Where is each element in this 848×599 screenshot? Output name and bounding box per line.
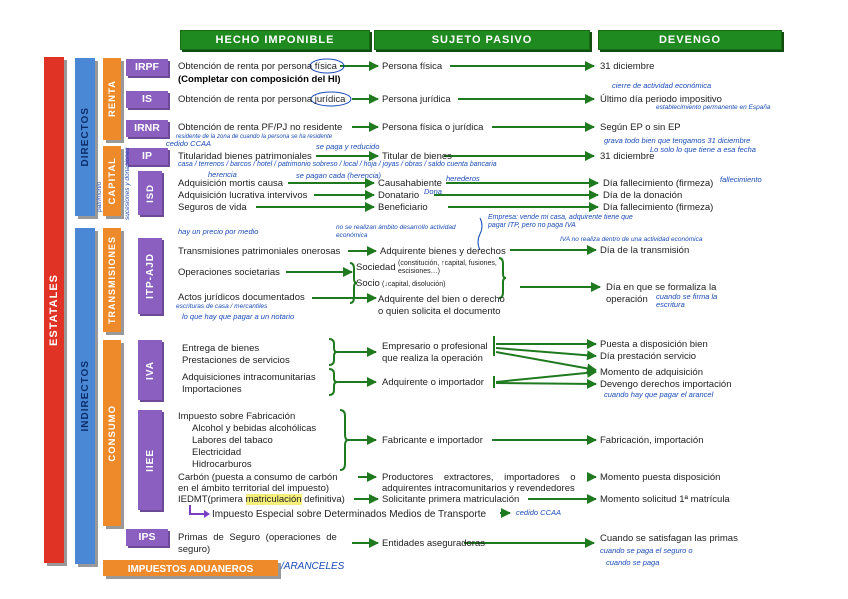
irpf-hecho: Obtención de renta por persona física [178, 61, 337, 72]
iva-devengo-note: cuando hay que pagar el arancel [604, 390, 714, 399]
iva-devengo-4: Devengo derechos importación [600, 379, 732, 390]
iva-hecho-1: Entrega de bienes [182, 343, 260, 354]
itp-note-iva: IVA no realiza dentro de una actividad económica [560, 236, 703, 243]
isd-hecho-2: Adquisición lucrativa intervivos [178, 190, 308, 201]
carbon-devengo: Momento puesta disposición [600, 472, 721, 483]
ips-hecho-2: seguro) [178, 544, 211, 555]
iva-devengo-1: Puesta a disposición bien [600, 339, 708, 350]
itp-hecho-1: Transmisiones patrimoniales onerosas [178, 246, 341, 257]
is-hecho: Obtención de renta por persona jurídica [178, 94, 346, 105]
aranceles-note: /ARANCELES [281, 561, 345, 572]
itp-sujeto-sociedad: Sociedad [356, 262, 396, 273]
isd-devengo-note: fallecimiento [720, 175, 762, 184]
estatales-label: ESTATALES [48, 274, 60, 346]
ip-top-note: cedido CCAA [166, 139, 212, 148]
itp-sujeto-3b: o quien solicita el documento [378, 306, 501, 317]
iva-sujeto-1b: que realiza la operación [382, 353, 483, 364]
isd-capital-note: patrimonio [96, 181, 103, 212]
tax-itp-ajd: ITP-AJD [138, 238, 162, 314]
isd-hecho-1: Adquisición mortis causa [178, 178, 284, 189]
ips-hecho-1: Primas de Seguro (operaciones de [178, 532, 337, 543]
tax-isd: ISD [138, 171, 162, 215]
itp-note-escrituras: escrituras de casa / mercantiles [176, 303, 268, 310]
itp-sujeto-socio: Socio [356, 278, 380, 289]
header-sujeto-pasivo: SUJETO PASIVO [374, 30, 590, 50]
iiee-sujeto: Fabricante e importador [382, 435, 483, 446]
itp-devengo-1: Día de la transmisión [600, 245, 690, 256]
tax-irpf: IRPF [126, 59, 168, 76]
itp-note-ambito: no se realizan ámbito desarrollo actividad económica [336, 224, 456, 239]
itp-note-precio: hay un precio por medio [178, 227, 259, 236]
tax-irnr: IRNR [126, 120, 168, 137]
iva-sujeto-2: Adquirente o importador [382, 377, 484, 388]
iva-sujeto-1a: Empresario o profesional [382, 341, 488, 352]
carbon-sujeto-1: Productores extractores, importadores o [382, 472, 576, 483]
isd-note-pagan: se pagan cada (herencia) [296, 171, 382, 180]
ip-devengo: 31 diciembre [600, 151, 655, 162]
irnr-devengo: Según EP o sin EP [600, 122, 681, 133]
iva-hecho-2: Prestaciones de servicios [182, 355, 290, 366]
isd-note-herencia: herencia [208, 170, 237, 179]
isd-sujeto-1: Causahabiente [378, 178, 442, 189]
isd-devengo-1: Día fallecimiento (firmeza) [603, 178, 714, 189]
itp-devengo-2b: operación [606, 294, 648, 305]
iva-hecho-3: Adquisiciones intracomunitarias [182, 372, 316, 383]
iva-devengo-2: Día prestación servicio [600, 351, 697, 362]
consumo-label: CONSUMO [106, 404, 118, 462]
iedmt-highlight: matriculación [245, 494, 302, 505]
iedmt-full-name: Impuesto Especial sobre Determinados Medios de Transporte [212, 509, 487, 520]
iiee-hecho-3: Electricidad [192, 447, 242, 458]
ips-sujeto: Entidades aseguradoras [382, 538, 485, 549]
impuestos-aduaneros-label: IMPUESTOS ADUANEROS [127, 564, 254, 575]
irnr-sujeto: Persona física o jurídica [382, 122, 484, 133]
iiee-hecho-4: Hidrocarburos [192, 459, 252, 470]
ips-devengo-note-a: cuando se paga el seguro o [600, 546, 693, 555]
itp-sujeto-sociedad-note: (constitución, ↑capital, fusiones, escisiones…) [398, 260, 497, 275]
tax-ips: IPS [126, 529, 168, 546]
iedmt-devengo: Momento solicitud 1ª matrícula [600, 494, 730, 505]
tax-is: IS [126, 91, 168, 108]
ip-devengo-note-b: Lo solo lo que tiene a esa fecha [650, 145, 756, 154]
iva-hecho-4: Importaciones [182, 384, 242, 395]
carbon-hecho-1: Carbón (puesta a consumo de carbón [178, 472, 338, 483]
itp-devengo-2a: Día en que se formaliza la [606, 282, 717, 293]
isd-note-dona: Dona [424, 187, 442, 196]
ips-devengo-note-b: cuando se paga [606, 558, 660, 567]
irpf-note: (Completar con composición del HI) [178, 74, 341, 85]
iiee-hecho-0: Impuesto sobre Fabricación [178, 411, 296, 422]
iedmt-sujeto: Solicitante primera matriculación [382, 494, 520, 505]
indirectos-label: INDIRECTOS [79, 360, 91, 432]
iva-devengo-3: Momento de adquisición [600, 367, 703, 378]
itp-sujeto-socio-note: (↓capital, disolución) [382, 281, 446, 288]
tax-ip: IP [126, 148, 168, 165]
tax-iva: IVA [138, 340, 162, 400]
itp-hecho-3: Actos jurídicos documentados [178, 292, 305, 303]
isd-side-note: sucesiones y donaciones [124, 147, 131, 220]
is-devengo-note-b: establecimiento permanente en España [656, 104, 771, 111]
isd-note-herederos: herederos [446, 174, 480, 183]
renta-label: RENTA [106, 80, 118, 118]
iiee-devengo: Fabricación, importación [600, 435, 704, 446]
itp-hecho-2: Operaciones societarias [178, 267, 280, 278]
isd-devengo-2: Día de la donación [603, 190, 683, 201]
itp-note-notario: lo que hay que pagar a un notario [182, 312, 295, 321]
iiee-hecho-2: Labores del tabaco [192, 435, 273, 446]
is-devengo-note-a: cierre de actividad económica [612, 81, 712, 90]
tax-iiee: IIEE [138, 410, 162, 510]
is-devengo: Último día periodo impositivo [600, 94, 722, 105]
ip-hecho: Titularidad bienes patrimoniales [178, 151, 312, 162]
isd-devengo-3: Día fallecimiento (firmeza) [603, 202, 714, 213]
ip-devengo-note-a: grava todo bien que tengamos 31 diciembre [604, 136, 751, 145]
iedmt-note: cedido CCAA [516, 508, 562, 517]
header-devengo: DEVENGO [598, 30, 782, 50]
irpf-devengo: 31 diciembre [600, 61, 655, 72]
ips-devengo: Cuando se satisfagan las primas [600, 533, 738, 544]
capital-label: CAPITAL [106, 157, 118, 205]
isd-sujeto-2: Donatario [378, 190, 420, 201]
irnr-note: residente de la zona de cuando la persona se ha residente [176, 134, 333, 140]
irnr-hecho: Obtención de renta PF/PJ no residente [178, 122, 343, 133]
carbon-sujeto-2: adquirentes intracomunitarios y revendedores [382, 483, 575, 494]
ip-mid-note: se paga y reducido [316, 142, 380, 151]
is-sujeto: Persona jurídica [382, 94, 451, 105]
carbon-hecho-2: en el ámbito territorial del impuesto) [178, 483, 330, 494]
itp-devengo-note: cuando se firma la escritura [656, 292, 718, 309]
itp-sujeto-1: Adquirente bienes y derechos [380, 246, 506, 257]
directos-label: DIRECTOS [79, 107, 91, 167]
itp-sujeto-3a: Adquirente del bien o derecho [378, 294, 505, 305]
ip-sujeto: Titular de bienes [382, 151, 452, 162]
isd-sujeto-3: Beneficiario [378, 202, 428, 213]
irpf-sujeto: Persona física [382, 61, 443, 72]
transmisiones-label: TRANSMISIONES [107, 235, 117, 324]
iedmt-hecho: IEDMT(primera matriculación definitiva) [178, 494, 345, 505]
iiee-hecho-1: Alcohol y bebidas alcohólicas [192, 423, 317, 434]
itp-note-empresa: Empresa: vende mi casa, adquirente tiene que pagar ITP, pero no paga IVA [488, 214, 633, 229]
isd-hecho-3: Seguros de vida [178, 202, 247, 213]
header-hecho-imponible: HECHO IMPONIBLE [180, 30, 370, 50]
ip-under-note: casa / terrenos / barcos / hotel / patrimonio sobreso / local / hoja / joyas / obras / saldo cuenta bancaria [178, 161, 497, 168]
